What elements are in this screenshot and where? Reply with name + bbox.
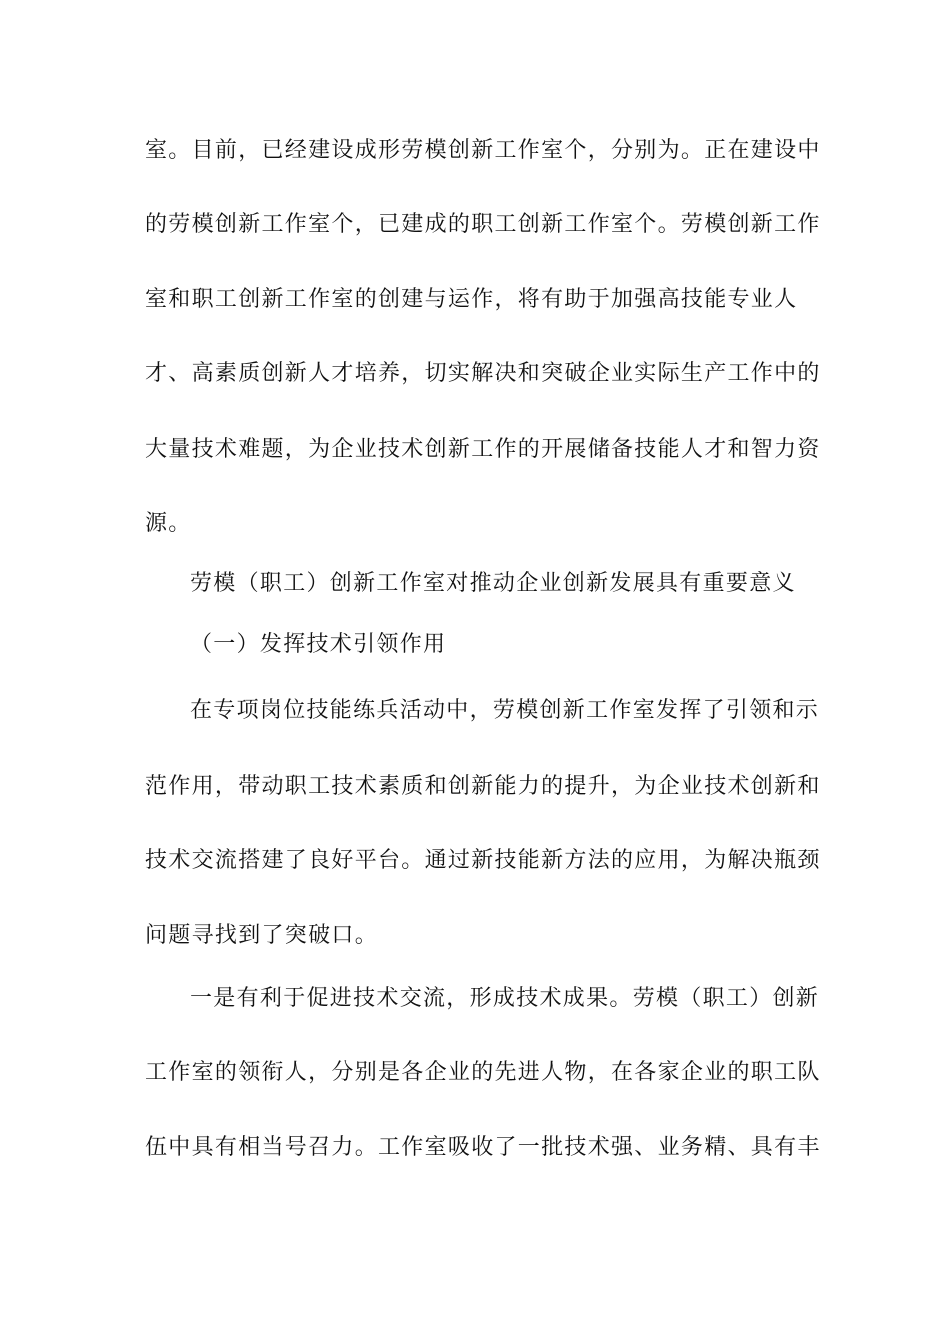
paragraph-line: 室。目前，已经建设成形劳模创新工作室个，分别为。正在建设中: [145, 138, 821, 163]
subsection-heading: （一）发挥技术引领作用: [190, 632, 447, 657]
section-heading: 劳模（职工）创新工作室对推动企业创新发展具有重要意义: [190, 571, 796, 596]
paragraph-line: 才、高素质创新人才培养，切实解决和突破企业实际生产工作中的: [145, 361, 821, 386]
paragraph-line: 在专项岗位技能练兵活动中，劳模创新工作室发挥了引领和示: [190, 698, 820, 723]
paragraph-line: 室和职工创新工作室的创建与运作，将有助于加强高技能专业人: [145, 287, 798, 312]
paragraph-line: 范作用，带动职工技术素质和创新能力的提升，为企业技术创新和: [145, 774, 821, 799]
paragraph-line: 一是有利于促进技术交流，形成技术成果。劳模（职工）创新: [190, 986, 820, 1011]
paragraph-line: 伍中具有相当号召力。工作室吸收了一批技术强、业务精、具有丰: [145, 1135, 821, 1160]
paragraph-line: 大量技术难题，为企业技术创新工作的开展储备技能人才和智力资: [145, 437, 821, 462]
paragraph-line: 技术交流搭建了良好平台。通过新技能新方法的应用，为解决瓶颈: [145, 848, 821, 873]
paragraph-line: 源。: [145, 511, 192, 536]
paragraph-line: 问题寻找到了突破口。: [145, 923, 379, 948]
paragraph-line: 工作室的领衔人，分别是各企业的先进人物，在各家企业的职工队: [145, 1060, 821, 1085]
paragraph-line: 的劳模创新工作室个，已建成的职工创新工作室个。劳模创新工作: [145, 212, 821, 237]
